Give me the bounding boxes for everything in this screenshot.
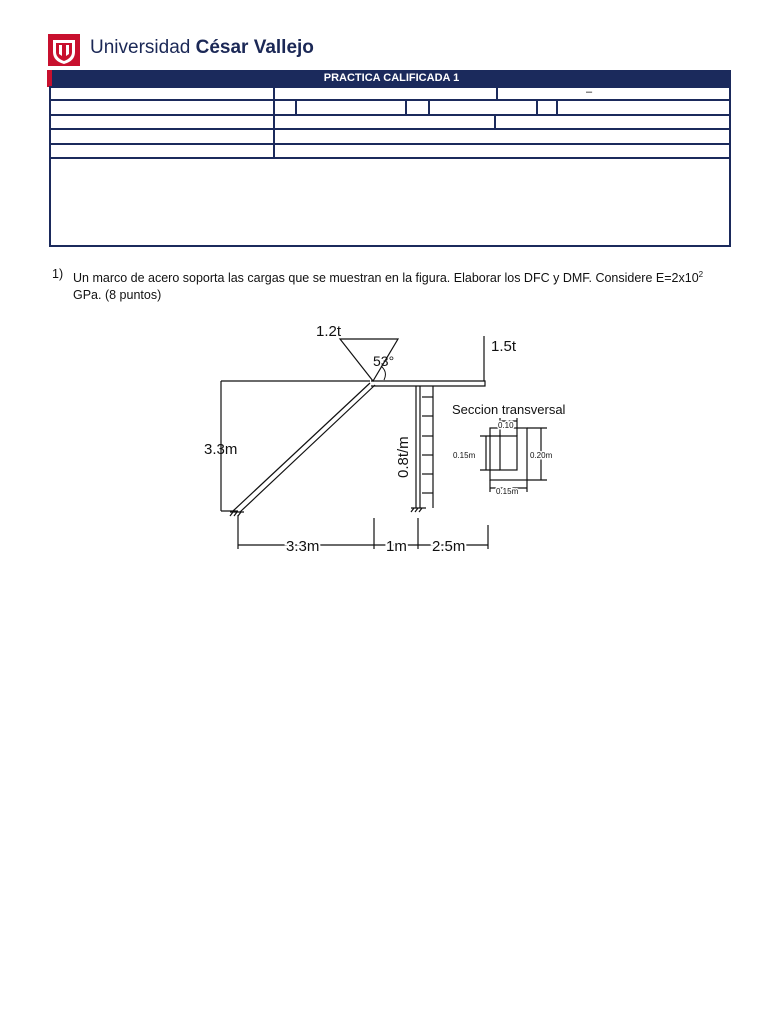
university-name-regular: Universidad [90, 37, 196, 58]
label-height: 3.3m [204, 441, 238, 458]
frame-beam [371, 381, 485, 386]
label-load-point: 1.2t [316, 323, 342, 340]
form-mark: – [586, 86, 593, 98]
label-section-bottom: 0.15m [496, 487, 519, 496]
support-right [411, 508, 426, 512]
support-left [230, 512, 244, 516]
diagonal-member [233, 383, 370, 511]
section-inner [500, 436, 517, 470]
label-dim-2: 1m [386, 538, 407, 555]
label-section-title: Seccion transversal [452, 402, 566, 417]
label-section-left: 0.15m [453, 451, 476, 460]
label-dim-3: 2.5m [432, 538, 466, 555]
diagonal-member [240, 385, 375, 512]
question-exponent: 2 [698, 270, 704, 279]
label-load-right: 1.5t [491, 338, 517, 355]
form-title: PRACTICA CALIFICADA 1 [52, 70, 731, 86]
label-distributed-load: 0.8t/m [395, 436, 412, 478]
label-angle: 53° [373, 353, 395, 369]
question-text-part2: GPa. (8 puntos) [73, 288, 162, 303]
question-number: 1) [52, 267, 64, 281]
label-dim-1: 3.3m [286, 538, 320, 555]
label-section-top: 0.10 [498, 421, 514, 430]
question-text-part1: Un marco de acero soporta las cargas que se muestran en la figura. Elaborar los DFC y DMF. Considere E=2x10 [73, 271, 699, 286]
label-section-right: 0.20m [530, 451, 553, 460]
university-name-bold: César Vallejo [195, 37, 314, 58]
